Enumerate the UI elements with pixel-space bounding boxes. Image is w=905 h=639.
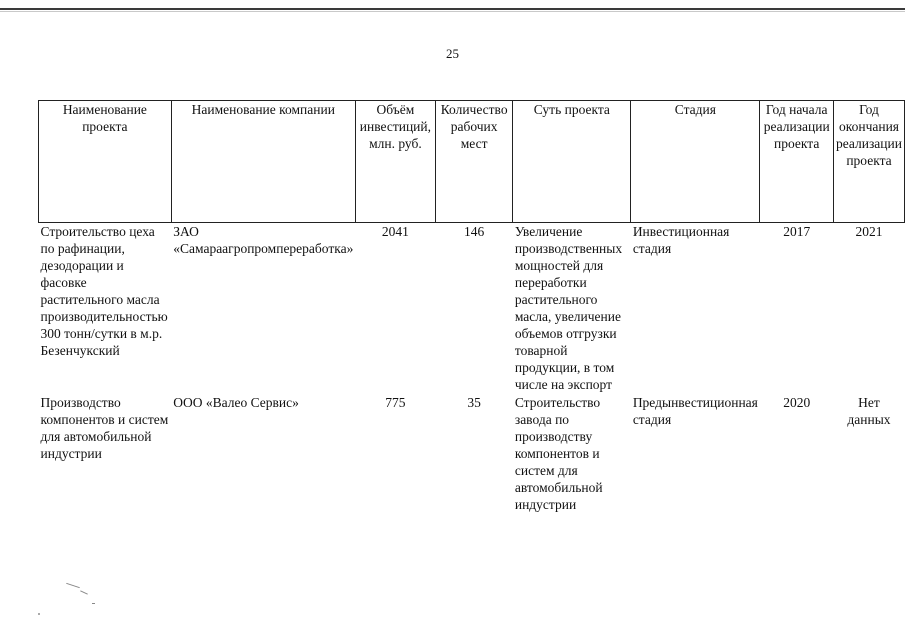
table-row xyxy=(39,394,905,513)
cell-stage: Предынвестиционная стадия xyxy=(632,395,758,427)
cell-start-year: 2020 xyxy=(783,395,811,410)
header-end-year: Год окончания реализации проекта xyxy=(833,101,904,223)
scan-artifact xyxy=(38,613,40,615)
page-number xyxy=(0,46,905,62)
cell-end-year: 2021 xyxy=(855,224,883,239)
cell-project-essence: Строительство завода по производству компонентов и систем для автомобильной индустрии xyxy=(514,395,603,512)
cell-start-year: 2017 xyxy=(783,224,811,239)
header-project-essence: Суть проекта xyxy=(513,101,631,223)
cell-end-year: Нет данных xyxy=(847,395,891,427)
scan-artifact xyxy=(92,603,95,604)
header-jobs-count: Количество рабочих мест xyxy=(435,101,512,223)
header-company-name: Наименование компании xyxy=(171,101,355,223)
page-number-text: 25 xyxy=(446,46,459,61)
header-start-year: Год начала реализации проекта xyxy=(760,101,834,223)
header-investment-volume: Объём инвестиций, млн. руб. xyxy=(355,101,435,223)
cell-project-essence: Увеличение производственных мощностей для переработки растительного масла, увеличение объемов отгрузки товарной продукции, в том числе на экспорт xyxy=(514,224,623,392)
investment-projects-table xyxy=(38,100,905,513)
header-project-name: Наименование проекта xyxy=(39,101,172,223)
cell-jobs-count: 146 xyxy=(464,224,485,239)
cell-investment-volume: 2041 xyxy=(381,224,409,239)
cell-project-name: Строительство цеха по рафинации, дезодорации и фасовке растительного масла производительностью 300 тонн/сутки в м.р. Безенчукский xyxy=(40,224,168,358)
cell-company-name: ЗАО «Самараагропромпереработка» xyxy=(173,224,354,256)
cell-company-name: ООО «Валео Сервис» xyxy=(173,395,299,410)
cell-project-name: Производство компонентов и систем для автомобильной индустрии xyxy=(40,395,169,461)
cell-jobs-count: 35 xyxy=(467,395,481,410)
table-row xyxy=(39,223,905,395)
scan-artifact xyxy=(66,583,80,588)
table-header-row xyxy=(39,101,905,223)
header-stage: Стадия xyxy=(631,101,760,223)
cell-stage: Инвестиционная стадия xyxy=(632,224,730,256)
top-scan-border xyxy=(0,8,905,10)
scan-artifact xyxy=(80,590,88,594)
top-scan-border-shadow xyxy=(0,11,905,12)
cell-investment-volume: 775 xyxy=(385,395,406,410)
